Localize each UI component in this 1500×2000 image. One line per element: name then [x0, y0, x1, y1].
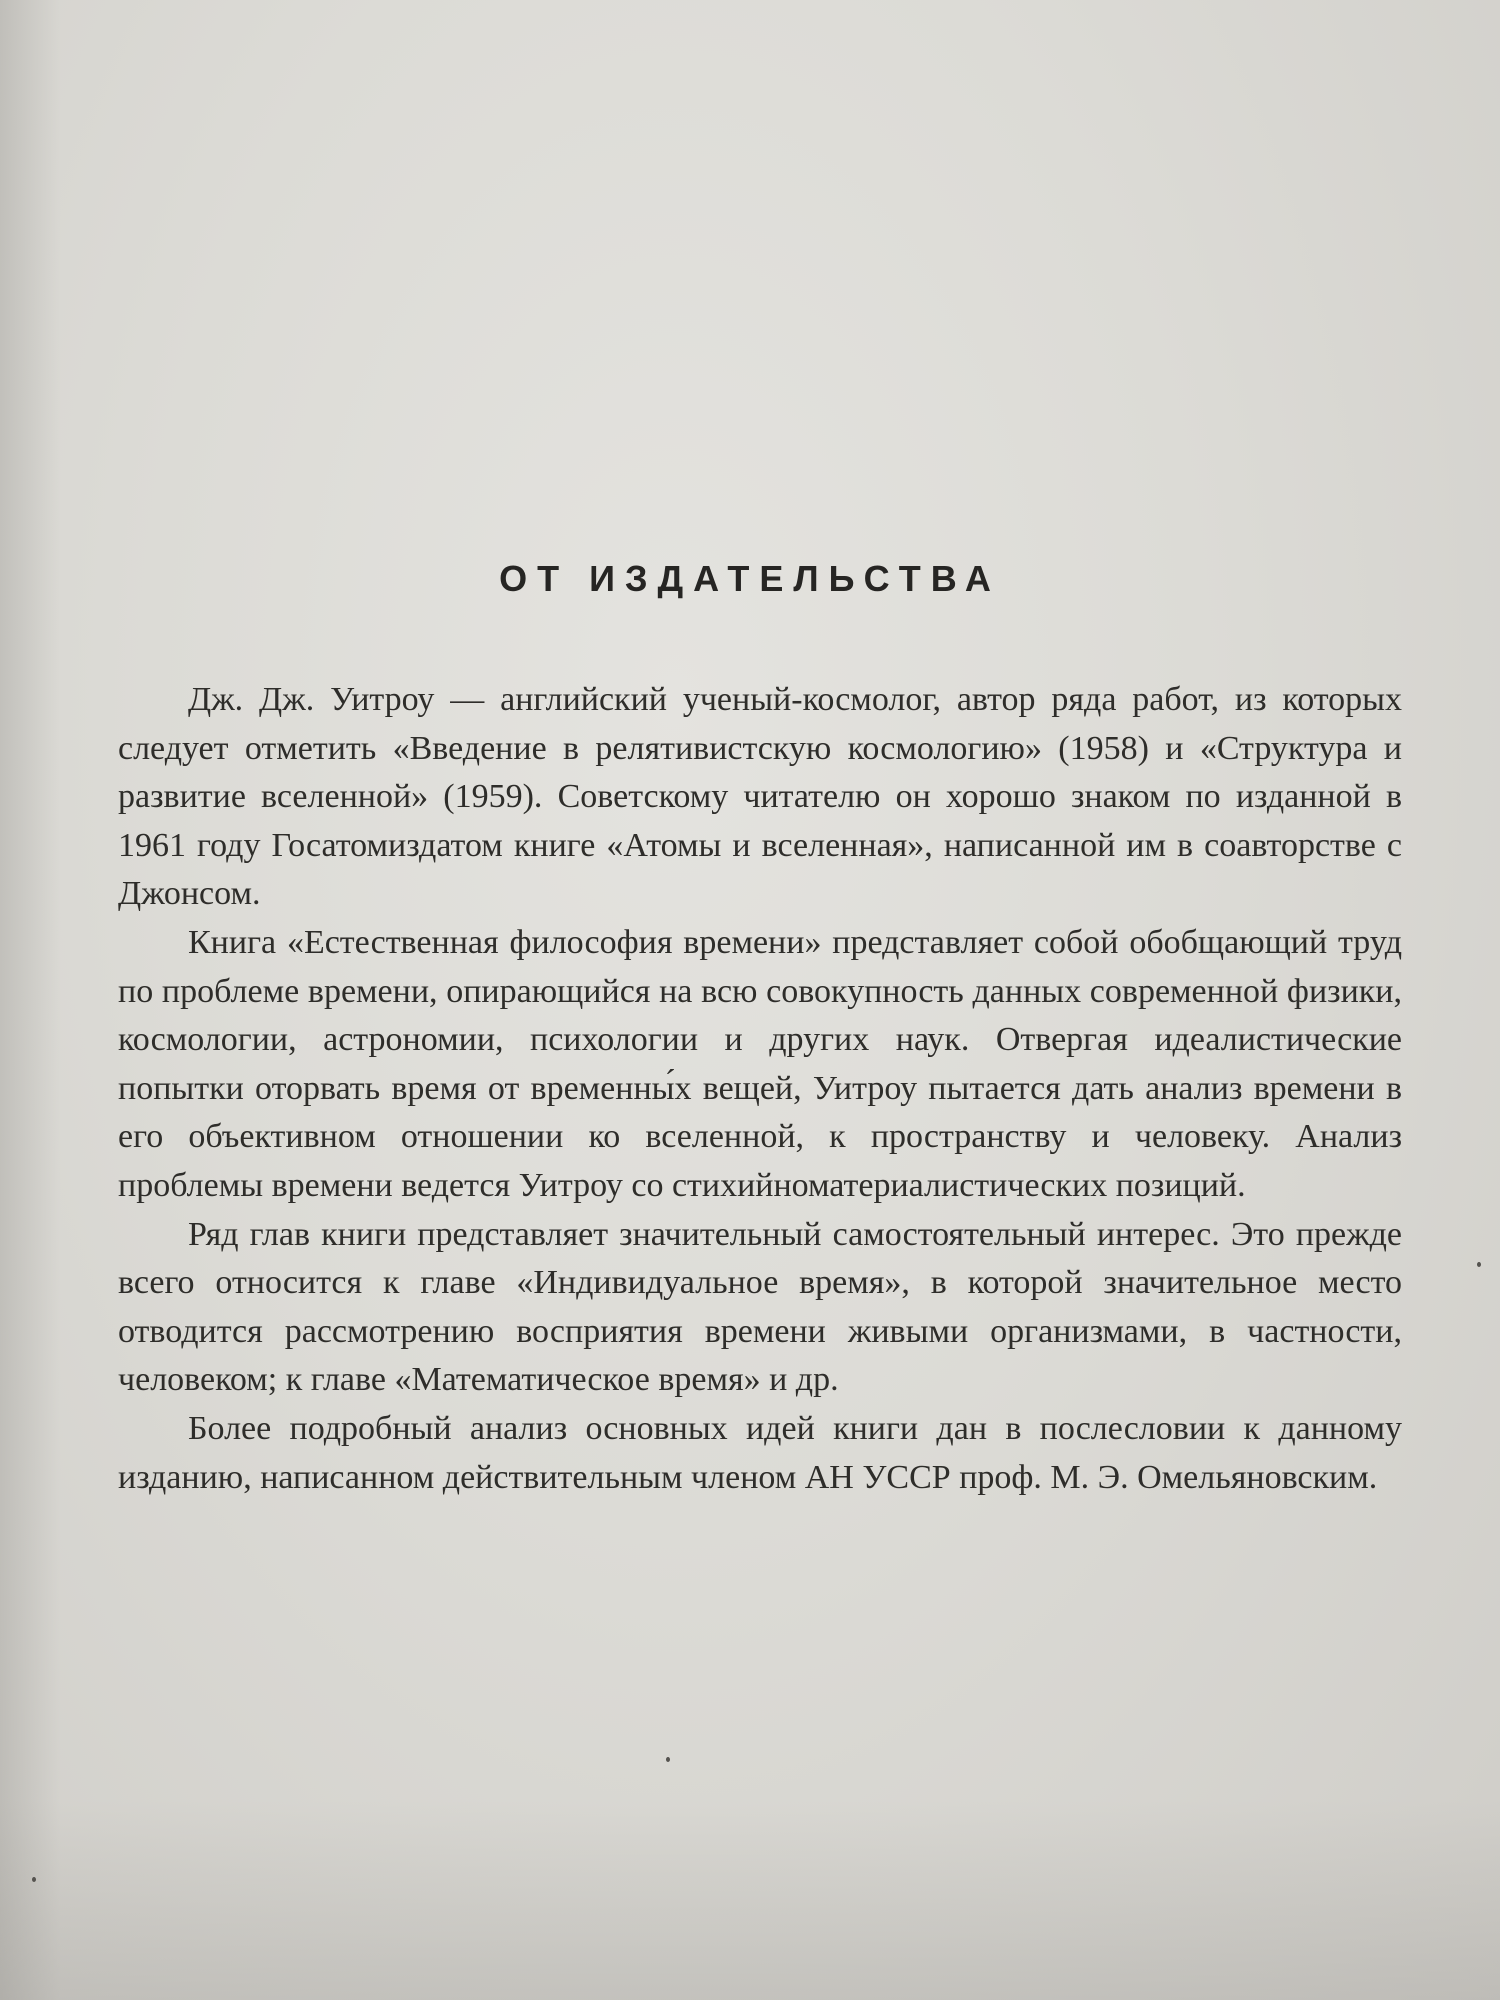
- body-text: [118, 676, 1402, 1502]
- paper-speck: [32, 1877, 36, 1882]
- paper-speck: [1477, 1262, 1481, 1267]
- page-heading: ОТ ИЗДАТЕЛЬСТВА: [499, 558, 1001, 599]
- paragraph-2: Книга «Естественная философия времени» представляет собой обобщающий труд по проблеме времени, опирающийся на всю совокупность данных современной физики, космологии, астрономии, психологии и других наук. Отвергая идеалистические попытки оторвать время от временны́х вещей, Уитроу пытается дать анализ времени в его объективном отношении ко вселенной, к пространству и человеку. Анализ проблемы времени ведется Уитроу со стихийноматериалистических позиций.: [118, 923, 1402, 1204]
- paper-speck: [666, 1757, 670, 1762]
- paragraph-1: Дж. Дж. Уитроу — английский ученый-космолог, автор ряда работ, из которых следует отметить «Введение в релятивистскую космологию» (1958) и «Структура и развитие вселенной» (1959). Советскому читателю он хорошо знаком по изданной в 1961 году Госатомиздатом книге «Атомы и вселенная», написанной им в соавторстве с Джонсом.: [118, 681, 1402, 913]
- paragraph-3: Ряд глав книги представляет значительный самостоятельный интерес. Это прежде всего относится к главе «Индивидуальное время», в которой значительное место отводится рассмотрению восприятия времени живыми организмами, в частности, человеком; к главе «Математическое время» и др.: [118, 1215, 1402, 1399]
- page-shadow-bottom: [0, 1800, 1500, 2000]
- page-shadow-left: [0, 0, 60, 2000]
- paragraph-4: Более подробный анализ основных идей книги дан в послесловии к данному изданию, написанном действительным членом АН УССР проф. М. Э. Омельяновским.: [118, 1409, 1402, 1496]
